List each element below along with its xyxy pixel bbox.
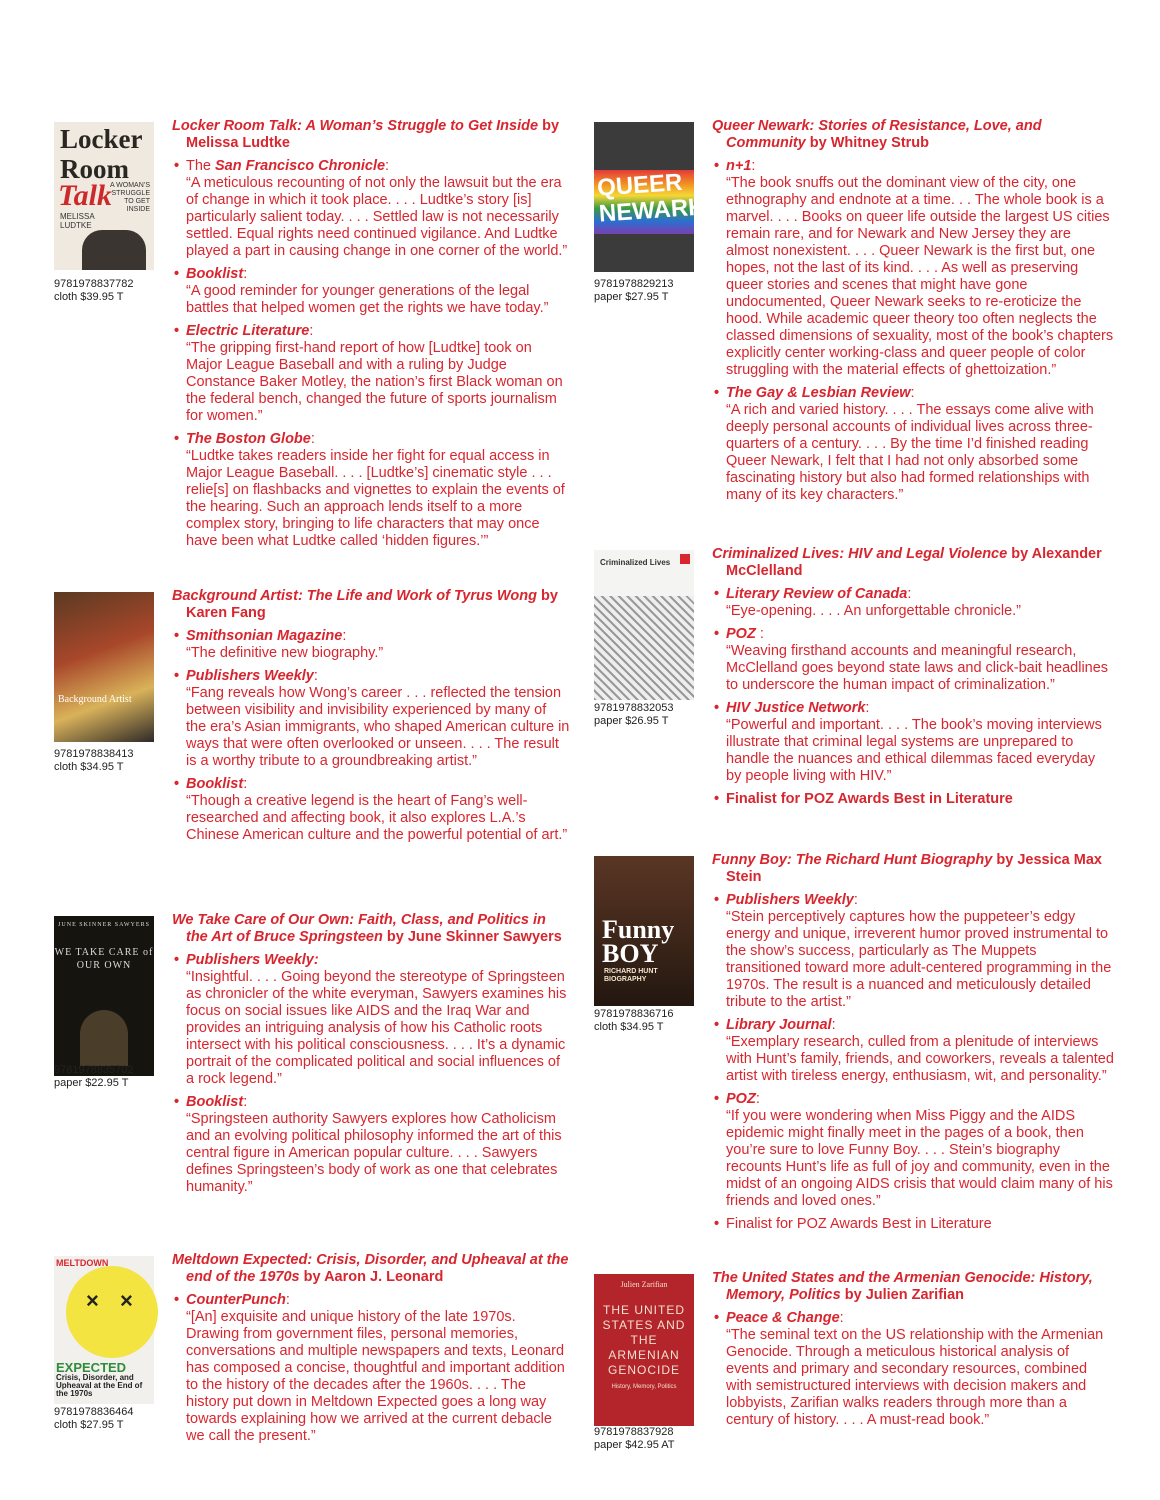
book-author: Melissa Ludtke xyxy=(186,135,290,151)
review: • Literary Review of Canada: “Eye-opening. . . . An unforgettable chronicle.” xyxy=(712,586,1114,620)
book-entry-locker-room-talk xyxy=(54,118,570,588)
review-quote: “Though a creative legend is the heart of Fang’s well-researched and affecting book, it also explores L.A.’s Chinese American culture and the powerful potential of art.” xyxy=(186,793,568,843)
review-source: The Gay & Lesbian Review xyxy=(726,385,911,401)
isbn-price xyxy=(54,278,134,304)
book-title: Criminalized Lives: HIV and Legal Violence by Alexander McClelland xyxy=(712,546,1102,579)
book-author: June Skinner Sawyers xyxy=(407,929,562,945)
review: • The San Francisco Chronicle: “A meticulous recounting of not only the lawsuit but the era of change in which it took place. . . . Ludtke’s story [is] particularly salient today. . . . Settled law is not necessarily settled. Equal rights need continued vigilance. And Ludtke played a part in causing change in one corner of the world.” xyxy=(172,158,570,260)
cover-title-line1: Funny xyxy=(602,915,675,944)
book-text xyxy=(172,1252,570,1445)
book-entry-armenian-genocide xyxy=(594,1270,1114,1470)
award-note: • Finalist for POZ Awards Best in Literature xyxy=(712,791,1114,808)
book-entry-we-take-care xyxy=(54,912,570,1252)
book-title: Queer Newark: Stories of Resistance, Love, and Community by Whitney Strub xyxy=(712,118,1042,151)
isbn-price xyxy=(594,1008,674,1034)
cover-title-line2: Room xyxy=(60,154,129,184)
review: • Library Journal: “Exemplary research, culled from a plenitude of interviews with Hunt’s family, friends, and coworkers, reveals a talented artist with tireless energy, enthusiasm, wit, and personality.” xyxy=(712,1017,1114,1085)
book-entry-queer-newark xyxy=(594,118,1114,546)
book-title: The United States and the Armenian Genocide: History, Memory, Politics by Julien Zarifian xyxy=(712,1270,1093,1303)
review: • n+1: “The book snuffs out the dominant view of the city, one ethnography and endnote at a time. . . The whole book is a marvel. . . . Books on queer life outside the largest US cities remain rare, and for Newark and New Jersey they are almost nonexistent. . . . Queer Newark is the first but, one hopes, not the last of its kind. . . . As well as preserving queer stories and scenes that might have gone undocumented, Queer Newark seeks to re-eroticize the hood. While academic queer theory too often neglects the classed dimensions of sexuality, most of the book’s chapters explicitly center working-class and queer people of color struggling with the material effects of ghettoization.” xyxy=(712,158,1114,379)
review: • Booklist: “Though a creative legend is the heart of Fang’s well-researched and affecting book, it also explores L.A.’s Chinese American culture and the powerful potential of art.” xyxy=(172,776,570,844)
book-text xyxy=(172,118,570,550)
book-title: We Take Care of Our Own: Faith, Class, and Politics in the Art of Bruce Springsteen by June Skinner Sawyers xyxy=(172,912,562,945)
review: • POZ : “Weaving firsthand accounts and meaningful research, McClelland goes beyond state laws and click-bait headlines to underscore the human impact of criminalization.” xyxy=(712,626,1114,694)
book-cover-queer-newark xyxy=(594,122,707,272)
review: • Booklist: “Springsteen authority Sawyers explores how Catholicism and an evolving political philosophy informed the art of this central figure in American popular culture. . . . Sawyers defines Springsteen’s body of work as one that celebrates humanity.” xyxy=(172,1094,570,1196)
cover-title: Background Artist xyxy=(58,694,132,705)
review: • Booklist: “A good reminder for younger generations of the legal battles that helped women get the rights we have today.” xyxy=(172,266,570,317)
review-quote: “The gripping first-hand report of how [Ludtke] took on Major League Baseball and with a ruling by Judge Constance Baker Motley, the nation’s first Black woman on the federal bench, changed the future of sports journalism for women.” xyxy=(186,340,563,424)
review-source: Publishers Weekly xyxy=(186,668,314,684)
price: paper $42.95 AT xyxy=(594,1439,675,1451)
isbn: 9781978836464 xyxy=(54,1406,134,1418)
isbn: 9781978835702 xyxy=(54,1064,134,1076)
publisher-logo-icon xyxy=(680,554,690,564)
isbn: 9781978829213 xyxy=(594,278,674,290)
review: • Peace & Change: “The seminal text on the US relationship with the Armenian Genocide. Through a meticulous historical analysis of events and primary and secondary resources, combined with semistructured interviews with decision makers and lobbyists, Zarifian walks readers through more than a century of history. . . . A must-read book.” xyxy=(712,1310,1114,1429)
isbn-price xyxy=(54,1406,134,1432)
price: cloth $39.95 T xyxy=(54,291,124,303)
book-cover-criminalized-lives xyxy=(594,550,694,700)
cover-title: WE TAKE CARE of OUR OWN xyxy=(54,947,154,971)
book-cover-background-artist xyxy=(54,592,154,742)
book-author: Jessica Max Stein xyxy=(726,852,1102,885)
book-title: Background Artist: The Life and Work of Tyrus Wong by Karen Fang xyxy=(172,588,558,621)
right-column xyxy=(594,118,1114,1470)
isbn-price xyxy=(54,748,134,774)
review: • Publishers Weekly: “Fang reveals how Wong’s career . . . reflected the tension between visibility and invisibility experienced by many of the era’s Asian immigrants, who shaped American culture in ways that were often overlooked or unseen. . . . The result is a worthy tribute to a groundbreaking artist.” xyxy=(172,668,570,770)
isbn: 9781978836716 xyxy=(594,1008,674,1020)
review-quote: “[An] exquisite and unique history of the late 1970s. Drawing from government files, personal memories, conversations and multiple newspapers and texts, Leonard has composed a concise, thoughtful and important addition to the history of the decades after the 1960s. . . . The history put down in Meltdown Expected goes a long way towards explaining how we arrived at the current debacle we call the present.” xyxy=(186,1309,565,1444)
review-source: Library Journal xyxy=(726,1017,832,1033)
review-quote: “The book snuffs out the dominant view of the city, one ethnography and endnote at a time. . . The whole book is a marvel. . . . Books on queer life outside the largest US cities remain rare, and for Newark and New Jersey they are almost nonexistent. . . . Queer Newark is the first but, one hopes, not the last of its kind. . . . As well as preserving queer stories and scenes that might have gone undocumented, Queer Newark seeks to re-eroticize the hood. While academic queer theory too often neglects the classed dimensions of sexuality, most of the book’s chapters explicitly center working-class and queer people of color struggling with the material effects of ghettoization.” xyxy=(726,175,1114,378)
isbn-price xyxy=(54,1064,134,1090)
review-source: POZ xyxy=(726,1091,756,1107)
review-source: San Francisco Chronicle xyxy=(215,158,386,174)
review-quote: “Insightful. . . . Going beyond the stereotype of Springsteen as chronicler of the white everyman, Sawyers examines his focus on social issues like AIDS and the Iraq War and provides an intriguing analysis of how his Catholic roots intersect with his political consciousness. . . . It’s a dynamic portrait of the complicated political and social influences of a rock legend.” xyxy=(186,969,567,1087)
book-title: Locker Room Talk: A Woman’s Struggle to Get Inside by Melissa Ludtke xyxy=(172,118,560,151)
cover-title-line1: QUEER xyxy=(596,168,684,202)
review: • The Gay & Lesbian Review: “A rich and varied history. . . . The essays come alive with deeply personal accounts of individual lives across three-quarters of a century. . . . By the time I’d finished reading Queer Newark, I felt that I had not only absorbed some fascinating history but also had formed relationships with many of its key characters.” xyxy=(712,385,1114,504)
isbn: 9781978837928 xyxy=(594,1426,674,1438)
isbn: 9781978832053 xyxy=(594,702,674,714)
cover-title-line2: BOY xyxy=(602,939,659,968)
review-quote: “A rich and varied history. . . . The essays come alive with deeply personal accounts of individual lives across three-quarters of a century. . . . By the time I’d finished reading Queer Newark, I felt that I had not only absorbed some fascinating history but also had formed relationships with many of its key characters.” xyxy=(726,402,1094,503)
review-source: Electric Literature xyxy=(186,323,310,339)
review-source: n+1 xyxy=(726,158,752,174)
cover-title: Criminalized Lives xyxy=(600,558,671,567)
review: • POZ: “If you were wondering when Miss Piggy and the AIDS epidemic might finally meet in the pages of a book, then you’re sure to love Funny Boy. . . . Stein’s biography recounts Hunt’s life as full of joy and community, even in the midst of an ongoing AIDS crisis that would claim many of his friends and loved ones.” xyxy=(712,1091,1114,1210)
review-quote: “If you were wondering when Miss Piggy and the AIDS epidemic might finally meet in the pages of a book, then you’re sure to love Funny Boy. . . . Stein’s biography recounts Hunt’s life as full of joy and community, even in the midst of an ongoing AIDS crisis that would claim many of his friends and loved ones.” xyxy=(726,1108,1113,1209)
cover-subtitle: Crisis, Disorder, and Upheaval at the End of the 1970s xyxy=(56,1373,143,1398)
review: • Smithsonian Magazine: “The definitive new biography.” xyxy=(172,628,570,662)
review-source: Booklist xyxy=(186,1094,244,1110)
book-entry-funny-boy xyxy=(594,852,1114,1270)
review-source: POZ xyxy=(726,626,756,642)
cover-side-title: MELTDOWN xyxy=(56,1258,109,1268)
price: paper $26.95 T xyxy=(594,715,669,727)
review-source: The Boston Globe xyxy=(186,431,311,447)
book-author: Karen Fang xyxy=(186,605,266,621)
review-source: Publishers Weekly: xyxy=(186,952,319,968)
isbn: 9781978837782 xyxy=(54,278,134,290)
isbn-price xyxy=(594,1426,675,1452)
cover-subtitle: History, Memory, Politics xyxy=(611,1384,677,1390)
review-quote: “Powerful and important. . . . The book’s moving interviews illustrate that criminal legal systems are unprepared to handle the nuances and ethical dilemmas faced everyday by people living with HIV.” xyxy=(726,717,1102,784)
book-cover-funny-boy xyxy=(594,856,694,1006)
cover-author: Julien Zarifian xyxy=(620,1280,668,1289)
review-source: CounterPunch xyxy=(186,1292,286,1308)
cover-illustration xyxy=(594,596,694,700)
cover-title-line2: NEWARK xyxy=(598,193,707,228)
review-source: Booklist xyxy=(186,266,244,282)
review-source: HIV Justice Network xyxy=(726,700,866,716)
review: • Electric Literature: “The gripping first-hand report of how [Ludtke] took on Major League Baseball and with a ruling by Judge Constance Baker Motley, the nation’s first Black woman on the federal bench, changed the future of sports journalism for women.” xyxy=(172,323,570,425)
review xyxy=(172,952,570,1088)
book-text xyxy=(712,1270,1114,1429)
review-source: Peace & Change xyxy=(726,1310,840,1326)
review: • HIV Justice Network: “Powerful and important. . . . The book’s moving interviews illustrate that criminal legal systems are unprepared to handle the nuances and ethical dilemmas faced everyday by people living with HIV.” xyxy=(712,700,1114,785)
review-quote: “The seminal text on the US relationship with the Armenian Genocide. Through a meticulous historical analysis of events and primary and secondary resources, combined with semistructured interviews with decision makers and lobbyists, Zarifian walks readers through more than a century of history. . . . A must-read book.” xyxy=(726,1327,1104,1428)
book-author: Whitney Strub xyxy=(830,135,930,151)
book-text xyxy=(712,546,1114,808)
smiley-face-icon xyxy=(66,1266,158,1358)
price: cloth $27.95 T xyxy=(54,1419,124,1431)
book-cover-armenian-genocide xyxy=(594,1274,694,1426)
book-text xyxy=(712,852,1114,1233)
book-cover-meltdown-expected: × × MELTDOWN EXPECTED Crisis, Disorder, and Upheaval at the End of the 1970s xyxy=(54,1256,154,1404)
award-note: • Finalist for POZ Awards Best in Literature xyxy=(712,1216,1114,1233)
book-text xyxy=(172,588,570,844)
isbn: 9781978838413 xyxy=(54,748,134,760)
review-quote: “The definitive new biography.” xyxy=(186,645,384,661)
cover-author: JUNE SKINNER SAWYERS xyxy=(58,922,150,928)
book-cover-locker-room-talk xyxy=(54,122,154,270)
book-text xyxy=(712,118,1114,504)
left-column xyxy=(54,118,570,1462)
cover-title: EXPECTED xyxy=(56,1360,127,1375)
review: • Publishers Weekly: “Stein perceptively captures how the puppeteer’s edgy energy and unique, irreverent humor proved instrumental to the show’s success, particularly as The Muppets transitioned toward more adult-centered programming in the 1970s. The result is a nuanced and meticulously detailed tribute to the artist.” xyxy=(712,892,1114,1011)
review-quote: “Fang reveals how Wong’s career . . . reflected the tension between visibility and invisibility experienced by many of the era’s Asian immigrants, who shaped American culture in ways that were often overlooked or unseen. . . . The result is a worthy tribute to a groundbreaking artist.” xyxy=(186,685,570,769)
book-text xyxy=(172,912,570,1196)
review-quote: “A meticulous recounting of not only the lawsuit but the era of change in which it took place. . . . Ludtke’s story [is] particularly salient today. . . . Settled law is not necessarily settled. Equal rights need continued vigilance. And Ludtke played a part in causing change in one corner of the world.” xyxy=(186,175,568,259)
review-source: Literary Review of Canada xyxy=(726,586,908,602)
isbn-price xyxy=(594,702,674,728)
book-entry-meltdown-expected xyxy=(54,1252,570,1462)
review-quote: “Springsteen authority Sawyers explores how Catholicism and an evolving political philosophy informed the art of this central figure in American popular culture. . . . Sawyers defines Springsteen’s body of work as one that celebrates humanity.” xyxy=(186,1111,562,1195)
review-quote: “Stein perceptively captures how the puppeteer’s edgy energy and unique, irreverent humor proved instrumental to the show’s success, particularly as The Muppets transitioned toward more adult-centered programming in the 1970s. The result is a nuanced and meticulously detailed tribute to the artist.” xyxy=(726,909,1112,1010)
cover-title-line3: Talk xyxy=(58,179,112,212)
cover-title: THE UNITED STATES AND THE ARMENIAN GENOCIDE xyxy=(602,1303,686,1377)
review-source: Booklist xyxy=(186,776,244,792)
price: paper $27.95 T xyxy=(594,291,669,303)
review-source: Publishers Weekly xyxy=(726,892,854,908)
book-entry-criminalized-lives xyxy=(594,546,1114,852)
review-quote: “Exemplary research, culled from a plenitude of interviews with Hunt’s family, friends, and coworkers, reveals a talented artist with tireless energy, enthusiasm, wit, and personality.” xyxy=(726,1034,1114,1084)
book-cover-we-take-care xyxy=(54,916,154,1076)
review-quote: “Eye-opening. . . . An unforgettable chronicle.” xyxy=(726,603,1022,619)
cover-subtitle: RICHARD HUNT BIOGRAPHY xyxy=(604,968,658,983)
book-entry-background-artist xyxy=(54,588,570,912)
price: paper $22.95 T xyxy=(54,1077,129,1089)
price: cloth $34.95 T xyxy=(54,761,124,773)
review: • CounterPunch: “[An] exquisite and unique history of the late 1970s. Drawing from government files, personal memories, conversations and multiple newspapers and texts, Leonard has composed a concise, thoughtful and important addition to the history of the decades after the 1960s. . . . The history put down in Meltdown Expected goes a long way towards explaining how we arrived at the current debacle we call the present.” xyxy=(172,1292,570,1445)
cover-guitarist xyxy=(80,1010,128,1066)
book-title: Meltdown Expected: Crisis, Disorder, and Upheaval at the end of the 1970s by Aaron J. Leonard xyxy=(172,1252,569,1285)
book-author: Julien Zarifian xyxy=(865,1287,964,1303)
cover-author: MELISSA LUDTKE xyxy=(60,212,95,230)
book-author: Alexander McClelland xyxy=(726,546,1102,579)
review: • The Boston Globe: “Ludtke takes readers inside her fight for equal access in Major League Baseball. . . . [Ludtke’s] cinematic style . . . relie[s] on flashbacks and vignettes to explain the events of the hearing. Such an approach lends itself to a more complex story, bringing to life characters that may once have been what Ludtke called ‘hidden figures.’” xyxy=(172,431,570,550)
review-source: Smithsonian Magazine xyxy=(186,628,343,644)
review-quote: “Weaving firsthand accounts and meaningful research, McClelland goes beyond state laws and click-bait headlines to underscore the human impact of criminalization.” xyxy=(726,643,1109,693)
price: cloth $34.95 T xyxy=(594,1021,664,1033)
cover-tagline: A WOMAN’S STRUGGLE TO GET INSIDE xyxy=(109,182,150,213)
review-quote: “Ludtke takes readers inside her fight for equal access in Major League Baseball. . . . [Ludtke’s] cinematic style . . . relie[s] on flashbacks and vignettes to explain the events of the hearing. Such an approach lends itself to a more complex story, bringing to life characters that may once have been what Ludtke called ‘hidden figures.’” xyxy=(186,448,565,549)
isbn-price xyxy=(594,278,674,304)
book-author: Aaron J. Leonard xyxy=(324,1269,444,1285)
cover-photo xyxy=(82,230,146,270)
cover-title-line1: Locker xyxy=(60,124,143,154)
review-quote: “A good reminder for younger generations of the legal battles that helped women get the rights we have today.” xyxy=(186,283,549,316)
book-title: Funny Boy: The Richard Hunt Biography by Jessica Max Stein xyxy=(712,852,1102,885)
